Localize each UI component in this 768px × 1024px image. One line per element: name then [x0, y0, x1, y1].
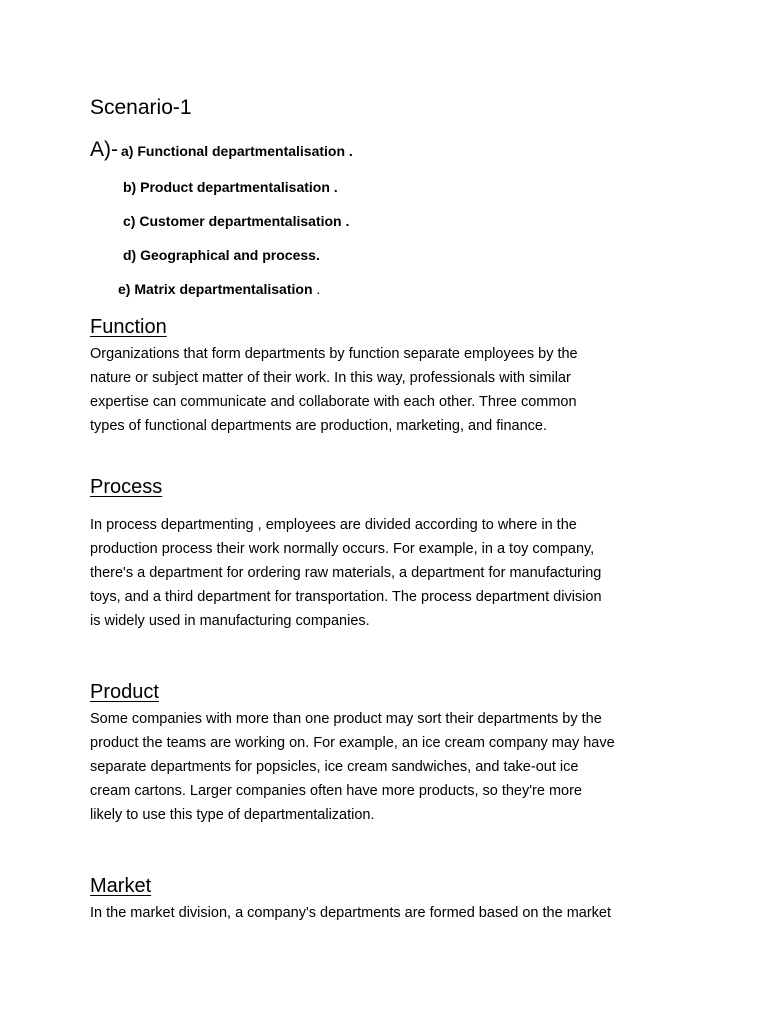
- paragraph-line: In the market division, a company's departments are formed based on the market: [90, 905, 612, 921]
- paragraph-line: types of functional departments are production, marketing, and finance.: [90, 418, 548, 434]
- section-paragraph-market: [90, 901, 690, 925]
- option-label: a) Functional departmentalisation .: [121, 143, 353, 159]
- option-trail: .: [312, 281, 321, 297]
- section-heading-product: Product: [90, 681, 159, 703]
- paragraph-line: production process their work normally occurs. For example, in a toy company,: [90, 541, 595, 557]
- option-item-d: [123, 245, 320, 265]
- paragraph-line: likely to use this type of departmentalization.: [90, 807, 375, 823]
- section-heading-process: Process: [90, 476, 163, 498]
- paragraph-line: cream cartons. Larger companies often have more products, so they're more: [90, 783, 582, 799]
- option-item-e: [118, 279, 320, 299]
- answer-prefix: A)-: [90, 138, 118, 161]
- option-label: d) Geographical and process.: [123, 247, 320, 263]
- option-label: c) Customer departmentalisation .: [123, 213, 350, 229]
- option-item-a: [121, 141, 353, 161]
- paragraph-line: Some companies with more than one product may sort their departments by the: [90, 711, 602, 727]
- section-heading-market: Market: [90, 875, 152, 897]
- option-item-b: [123, 177, 338, 197]
- paragraph-line: separate departments for popsicles, ice cream sandwiches, and take-out ice: [90, 759, 579, 775]
- option-label: e) Matrix departmentalisation: [118, 281, 313, 297]
- option-label: b) Product departmentalisation .: [123, 179, 338, 195]
- section-paragraph-function: [90, 342, 690, 438]
- paragraph-line: expertise can communicate and collaborate with each other. Three common: [90, 394, 577, 410]
- paragraph-line: nature or subject matter of their work. In this way, professionals with similar: [90, 370, 571, 386]
- paragraph-line: toys, and a third department for transportation. The process department division: [90, 589, 602, 605]
- section-paragraph-process: [90, 513, 690, 633]
- paragraph-line: product the teams are working on. For example, an ice cream company may have: [90, 735, 615, 751]
- option-item-c: [123, 211, 349, 231]
- paragraph-line: In process departmenting , employees are divided according to where in the: [90, 517, 577, 533]
- paragraph-line: is widely used in manufacturing companies.: [90, 613, 370, 629]
- paragraph-line: Organizations that form departments by function separate employees by the: [90, 346, 578, 362]
- document-title: Scenario-1: [90, 96, 192, 119]
- paragraph-line: there's a department for ordering raw materials, a department for manufacturing: [90, 565, 602, 581]
- section-heading-function: Function: [90, 316, 167, 338]
- section-paragraph-product: [90, 707, 690, 827]
